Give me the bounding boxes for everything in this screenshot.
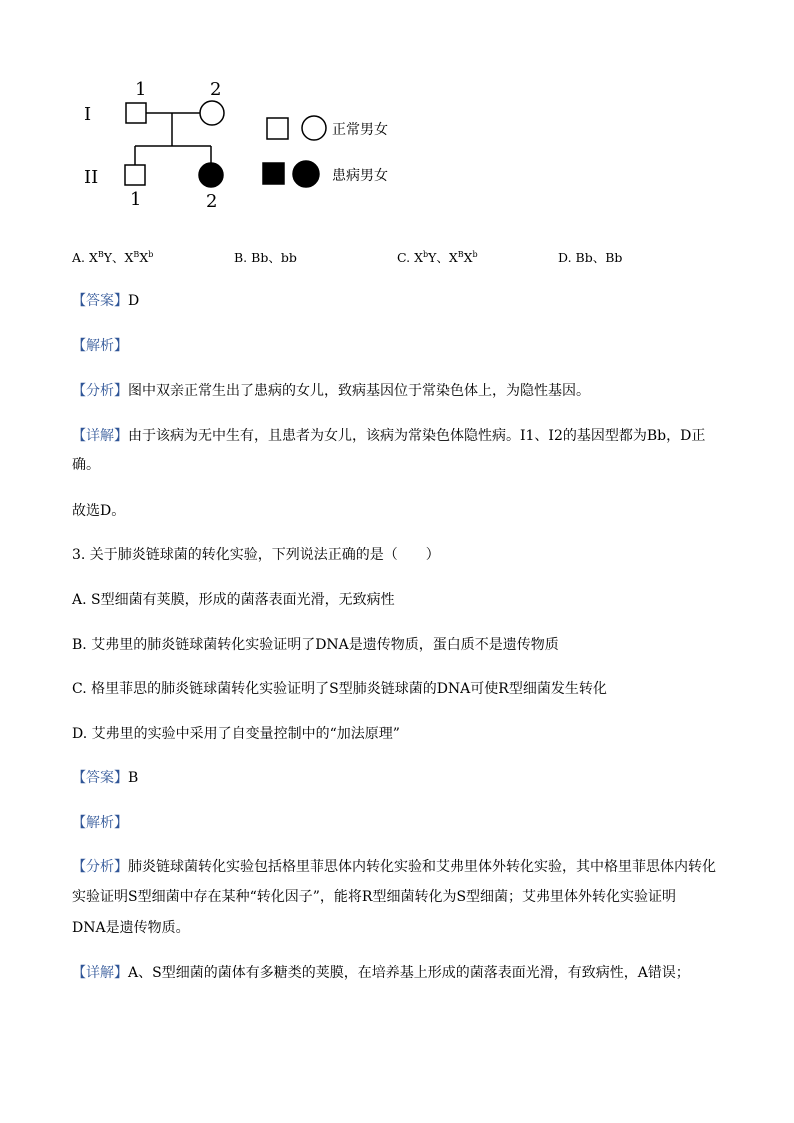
legend-normal-label: 正常男女: [332, 122, 388, 138]
q2-option-b-letter: B.: [234, 250, 248, 265]
legend-affected-female-circle: [293, 161, 319, 187]
I1-number: 1: [135, 79, 147, 100]
I2-number: 2: [210, 79, 222, 100]
q2-xiangjie-line-1: [72, 426, 705, 446]
q2-answer: D: [128, 293, 140, 309]
xiangjie-tag: 【详解】: [72, 965, 128, 981]
legend-affected-label: 患病男女: [332, 168, 388, 184]
q3-fenxi-line-2: 实验证明S型细菌中存在某种“转化因子”，能将R型细菌转化为S型细菌；艾弗里体外转化实验证明: [72, 889, 677, 905]
I2-normal-female-circle: [200, 101, 224, 125]
q2-option-d-letter: D.: [558, 250, 572, 265]
pedigree-diagram: [70, 75, 430, 219]
q3-option-d: D. 艾弗里的实验中采用了自变量控制中的“加法原理”: [72, 726, 400, 742]
q2-option-d: [558, 248, 622, 266]
fenxi-tag: 【分析】: [72, 859, 128, 875]
q3-fenxi-line-1: [72, 857, 716, 877]
II1-normal-male-square: [125, 165, 145, 185]
q3-fenxi-1: 肺炎链球菌转化实验包括格里菲思体内转化实验和艾弗里体外转化实验，其中格里菲思体内转化: [128, 859, 716, 875]
q2-jiexi-tag: 【解析】: [72, 338, 128, 354]
q3-answer-line: [72, 768, 138, 788]
xiangjie-tag: 【详解】: [72, 428, 128, 444]
I1-normal-male-square: [126, 103, 146, 123]
answer-tag: 【答案】: [72, 293, 128, 309]
generation-I-label: I: [84, 104, 92, 125]
q2-conclusion: 故选D。: [72, 503, 126, 519]
generation-II-label: II: [84, 167, 99, 188]
q3-fenxi-line-3: DNA是遗传物质。: [72, 920, 190, 936]
q2-option-d-text: Bb、Bb: [575, 250, 623, 265]
q2-option-b: [234, 248, 297, 266]
q3-stem: 3. 关于肺炎链球菌的转化实验，下列说法正确的是（ ）: [72, 547, 440, 563]
q2-option-a: A. $X^BY$、$X^BX^b$: [72, 249, 154, 265]
q3-xiangjie: A、S型细菌的菌体有多糖类的荚膜，在培养基上形成的菌落表面光滑，有致病性，A错误；: [128, 965, 690, 981]
q3-option-b: B. 艾弗里的肺炎链球菌转化实验证明了DNA是遗传物质，蛋白质不是遗传物质: [72, 637, 559, 653]
q2-fenxi: 图中双亲正常生出了患病的女儿，致病基因位于常染色体上，为隐性基因。: [128, 383, 590, 399]
II2-affected-female-circle: [199, 163, 223, 187]
II1-number: 1: [130, 189, 142, 210]
q3-xiangjie-line: [72, 963, 690, 983]
II2-number: 2: [206, 191, 218, 212]
legend-affected-male-square: [263, 163, 284, 184]
answer-tag: 【答案】: [72, 770, 128, 786]
q2-fenxi-line: [72, 381, 590, 401]
q3-answer: B: [128, 770, 139, 786]
q2-xiangjie-line-2: 确。: [72, 457, 100, 473]
q2-xiangjie-1: 由于该病为无中生有，且患者为女儿，该病为常染色体隐性病。Ⅰ1、Ⅰ2的基因型都为Bb，D正: [128, 428, 706, 444]
q2-answer-line: [72, 291, 139, 311]
pedigree-svg: [70, 75, 430, 215]
q2-option-b-text: Bb、bb: [251, 250, 297, 265]
q3-option-c: C. 格里菲思的肺炎链球菌转化实验证明了S型肺炎链球菌的DNA可使R型细菌发生转化: [72, 681, 607, 697]
q3-option-a: A. S型细菌有荚膜，形成的菌落表面光滑，无致病性: [72, 592, 395, 608]
legend-normal-female-circle: [302, 116, 326, 140]
fenxi-tag: 【分析】: [72, 383, 128, 399]
q2-option-c: C. $X^bY$、$X^BX^b$: [397, 249, 478, 265]
legend-normal-male-square: [267, 118, 288, 139]
q3-jiexi-tag: 【解析】: [72, 815, 128, 831]
